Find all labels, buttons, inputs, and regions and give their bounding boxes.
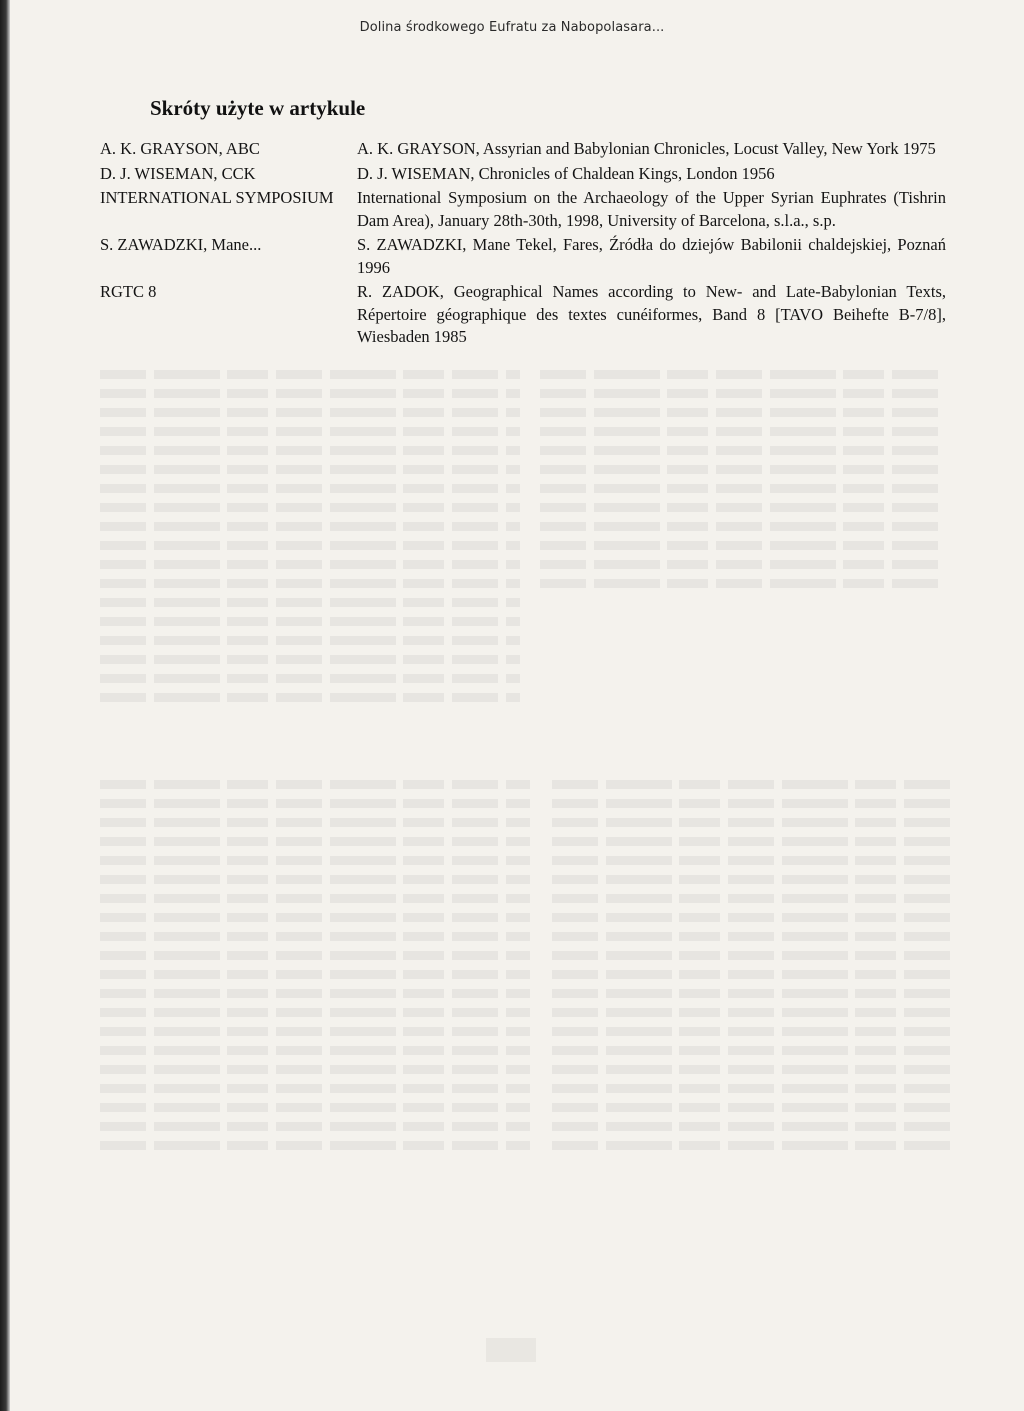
abbreviation-entry xyxy=(100,163,946,186)
abbreviation-list xyxy=(100,138,946,351)
abbreviation-expansion: R. ZADOK, Geographical Names according to New- and Late-Babylonian Texts, Répertoire géographique des textes cunéiformes, Band 8 [TAVO Beihefte B-7/8], Wiesbaden 1985 xyxy=(357,282,946,346)
abbreviation-key: A. K. GRAYSON, ABC xyxy=(100,139,260,158)
abbreviation-key: S. ZAWADZKI, Mane... xyxy=(100,235,262,254)
bleed-through-right xyxy=(540,360,940,700)
abbreviation-expansion: International Symposium on the Archaeology of the Upper Syrian Euphrates (Tishrin Dam Area), January 28th-30th, 1998, University of Barcelona, s.l.a., s.p. xyxy=(357,188,946,230)
abbreviation-entry xyxy=(100,281,946,349)
bleed-through-notes-left xyxy=(100,770,530,1310)
abbreviation-expansion: D. J. WISEMAN, Chronicles of Chaldean Kings, London 1956 xyxy=(357,163,775,183)
section-title: Skróty użyte w artykule xyxy=(150,96,366,120)
running-head: Dolina środkowego Eufratu za Nabopolasara... xyxy=(359,20,665,35)
abbreviation-key: RGTC 8 xyxy=(100,282,157,301)
abbreviation-key: INTERNATIONAL SYMPOSIUM xyxy=(100,188,334,207)
abbreviation-entry xyxy=(100,187,946,232)
scan-edge-shadow xyxy=(0,0,10,1411)
abbreviation-key: D. J. WISEMAN, CCK xyxy=(100,163,256,183)
abbreviation-expansion: A. K. GRAYSON, Assyrian and Babylonian Chronicles, Locust Valley, New York 1975 xyxy=(357,139,936,158)
abbreviation-entry xyxy=(100,234,946,279)
bleed-through-notes-right xyxy=(552,770,950,1330)
abbreviation-entry xyxy=(100,138,946,161)
abbreviation-expansion: S. ZAWADZKI, Mane Tekel, Fares, Źródła do dziejów Babilonii chaldejskiej, Poznań 1996 xyxy=(357,235,946,277)
bleed-through-page-number xyxy=(486,1338,536,1362)
